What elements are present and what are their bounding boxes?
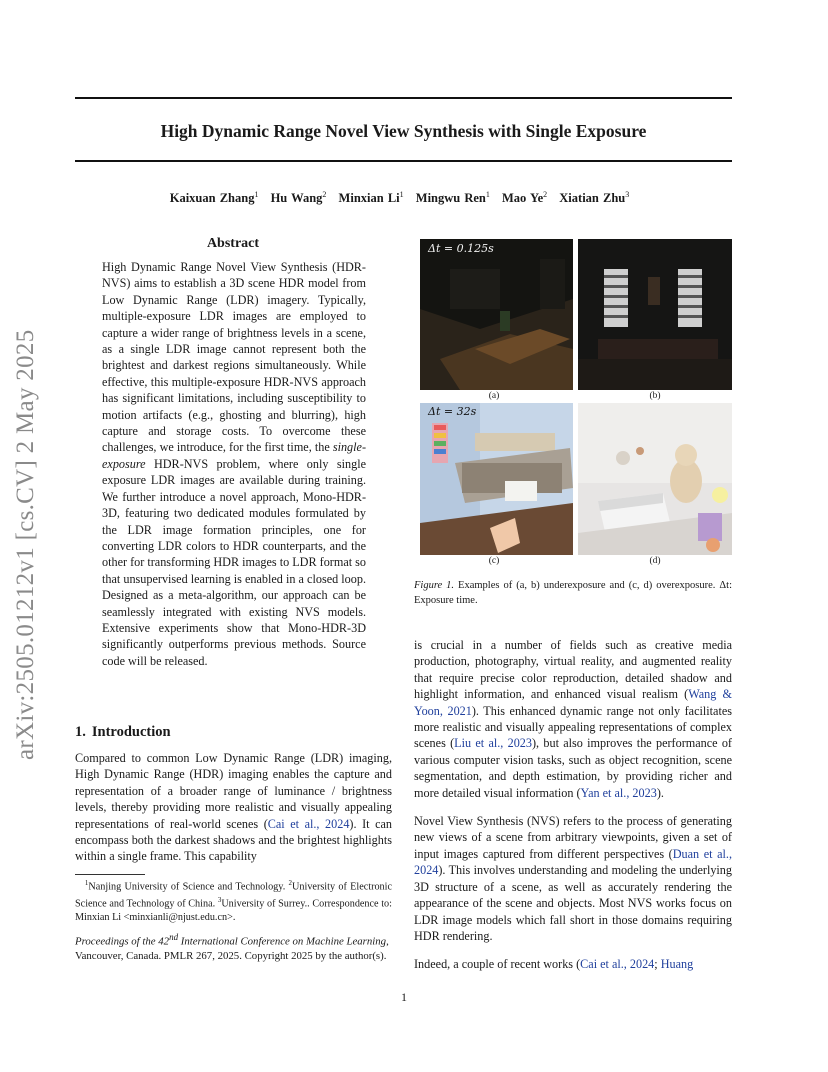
figure-1	[420, 239, 732, 569]
body-text: ), but also improves the performance of various computer vision tasks, such as object recognition, scene segmentation, and depth estimation, by providing richer and more detailed visual information (	[414, 736, 732, 800]
affiliation-mark: 2	[322, 190, 327, 199]
body-text: ). This involves understanding and modeling the underlying 3D structure of a scene, as well as accurately rendering the appearance of the scene and objects. Most NVS works focus on LDR image models which fall short in those domains requiring HDR rendering.	[414, 863, 732, 943]
body-text: ;	[654, 957, 661, 972]
proceedings-text: , Vancouver, Canada. PMLR 267, 2025. Copyright 2025 by the author(s).	[75, 935, 389, 962]
proceedings-text: Proceedings of the	[75, 935, 159, 948]
affiliation-mark: 1	[254, 190, 259, 199]
author-name: Mao Ye	[502, 191, 544, 206]
body-paragraph	[414, 956, 732, 972]
affiliation-mark: 3	[625, 190, 630, 199]
affiliation-mark: 1	[399, 190, 404, 199]
author-name: Hu Wang	[270, 191, 323, 206]
caption-label: Figure 1.	[414, 580, 455, 591]
footnote-text: Nanjing University of Science and Technology.	[88, 881, 289, 893]
figure-panel-b-label: (b)	[649, 391, 661, 401]
body-text: ).	[656, 785, 664, 800]
figure-panel-c-image	[420, 403, 573, 555]
figure-panel-d-label: (d)	[649, 556, 661, 566]
author-name: Kaixuan Zhang	[169, 191, 255, 206]
title-top-rule	[75, 97, 732, 99]
footnote-text: University of Surrey.. Correspondence to: Minxian Li <minxianli@njust.edu.cn>.	[75, 898, 392, 923]
figure-panel-a-label: (a)	[488, 391, 500, 401]
author-list	[75, 190, 732, 206]
caption-text: Examples of (a, b) underexposure and (c, d) overexposure. Δt: Exposure time.	[414, 580, 732, 606]
citation-link[interactable]: Huang	[660, 957, 694, 972]
footnote-text: University of Electronic Science and Technology of China.	[75, 881, 392, 910]
proceedings-ordinal: nd	[169, 932, 179, 942]
footnote-mark: 3	[217, 895, 222, 904]
exposure-time-label: Δt = 0.125s	[428, 242, 494, 255]
affiliation-mark: 1	[485, 190, 490, 199]
author-name: Xiatian Zhu	[559, 191, 626, 206]
citation-link[interactable]: Cai et al., 2024	[267, 816, 350, 831]
intro-paragraph	[75, 750, 392, 865]
paper-title: High Dynamic Range Novel View Synthesis with Single Exposure	[160, 121, 647, 141]
figure-caption	[414, 578, 732, 608]
affiliation-mark: 2	[543, 190, 548, 199]
body-text: ). This enhanced dynamic range not only facilitates more realistic and visually appealing representations of complex scenes (	[414, 703, 732, 751]
citation-link[interactable]: Duan et al., 2024	[414, 846, 732, 878]
figure-panel-c-label: (c)	[488, 556, 500, 566]
footnote-rule	[75, 874, 145, 875]
page-number: 1	[401, 990, 407, 1004]
section-heading-introduction	[75, 724, 171, 741]
body-paragraph	[414, 637, 732, 801]
proceedings-note	[75, 930, 392, 963]
exposure-time-label: Δt = 32s	[428, 405, 477, 418]
body-paragraph	[414, 813, 732, 944]
abstract-body	[102, 259, 366, 669]
proceedings-number: 42	[158, 935, 170, 948]
arxiv-stamp: arXiv:2505.01212v1 [cs.CV] 2 May 2025	[12, 329, 39, 760]
body-text: Novel View Synthesis (NVS) refers to the process of generating new views of a scene from arbitrary viewpoints, given a set of input images captured from different perspectives (	[414, 814, 732, 861]
proceedings-text: International Conference on Machine Learning	[178, 935, 387, 948]
affiliations-footnote	[75, 877, 392, 924]
footnote-mark: 1	[84, 879, 89, 887]
title-bottom-rule	[75, 160, 732, 162]
body-text: Compared to common Low Dynamic Range (LDR) imaging, High Dynamic Range (HDR) imaging enables the capture and representation of a broader range of luminance / brightness levels, thereby providing more realistic and visually appealing representations of real-world scenes (	[75, 751, 392, 831]
figure-panel-d-image	[578, 403, 732, 555]
abstract-emphasis: single-exposure	[102, 440, 366, 471]
section-number: 1.	[75, 724, 86, 740]
abstract-text: High Dynamic Range Novel View Synthesis (HDR-NVS) aims to establish a 3D scene HDR model from Low Dynamic Range (LDR) imagery. Typically, multiple-exposure LDR images are employed to capture a wider range of brightness levels in a scene, as a single LDR image cannot represent both the brightest and darkest regions simultaneously. While effective, this multiple-exposure HDR-NVS approach has significant limitations, including susceptibility to motion artifacts (e.g., ghosting and blurring), high capture and storage costs. To overcome these challenges, we introduce, for the first time, the	[102, 260, 366, 455]
section-title: Introduction	[91, 724, 171, 740]
right-column-body	[414, 637, 732, 985]
figure-panel-a-image	[420, 239, 573, 390]
footnote-mark: 2	[288, 879, 293, 887]
author-name: Mingwu Ren	[415, 191, 486, 206]
body-text: is crucial in a number of fields such as creative media production, photography, virtual reality, and augmented reality that require precise color reproduction, detailed shadow and highlight information, and enhanced visual realism (	[414, 638, 732, 702]
body-text: ). It can encompass both the darkest shadows and the brightest highlights within a single frame. This capability	[75, 816, 392, 864]
abstract-text: HDR-NVS problem, where only single exposure LDR images are available during training. We further introduce a novel approach, Mono-HDR-3D, featuring two dedicated modules formulated by the LDR image formation principles, one for converting LDR colors to HDR counterparts, and the other for transforming HDR images to LDR format so that unsupervised learning is enabled in a closed loop. Designed as a meta-algorithm, our approach can be seamlessly integrated with existing NVS models. Extensive experiments show that Mono-HDR-3D significantly outperforms previous methods. Source code will be released.	[102, 456, 367, 668]
citation-link[interactable]: Yan et al., 2023	[580, 785, 657, 800]
citation-link[interactable]: Wang & Yoon, 2021	[414, 687, 732, 718]
figure-panel-b-image	[578, 239, 732, 390]
abstract-heading: Abstract	[206, 236, 260, 251]
body-text: Indeed, a couple of recent works (	[414, 957, 581, 972]
author-name: Minxian Li	[338, 191, 400, 206]
citation-link[interactable]: Liu et al., 2023	[454, 736, 532, 751]
citation-link[interactable]: Cai et al., 2024	[580, 957, 655, 972]
